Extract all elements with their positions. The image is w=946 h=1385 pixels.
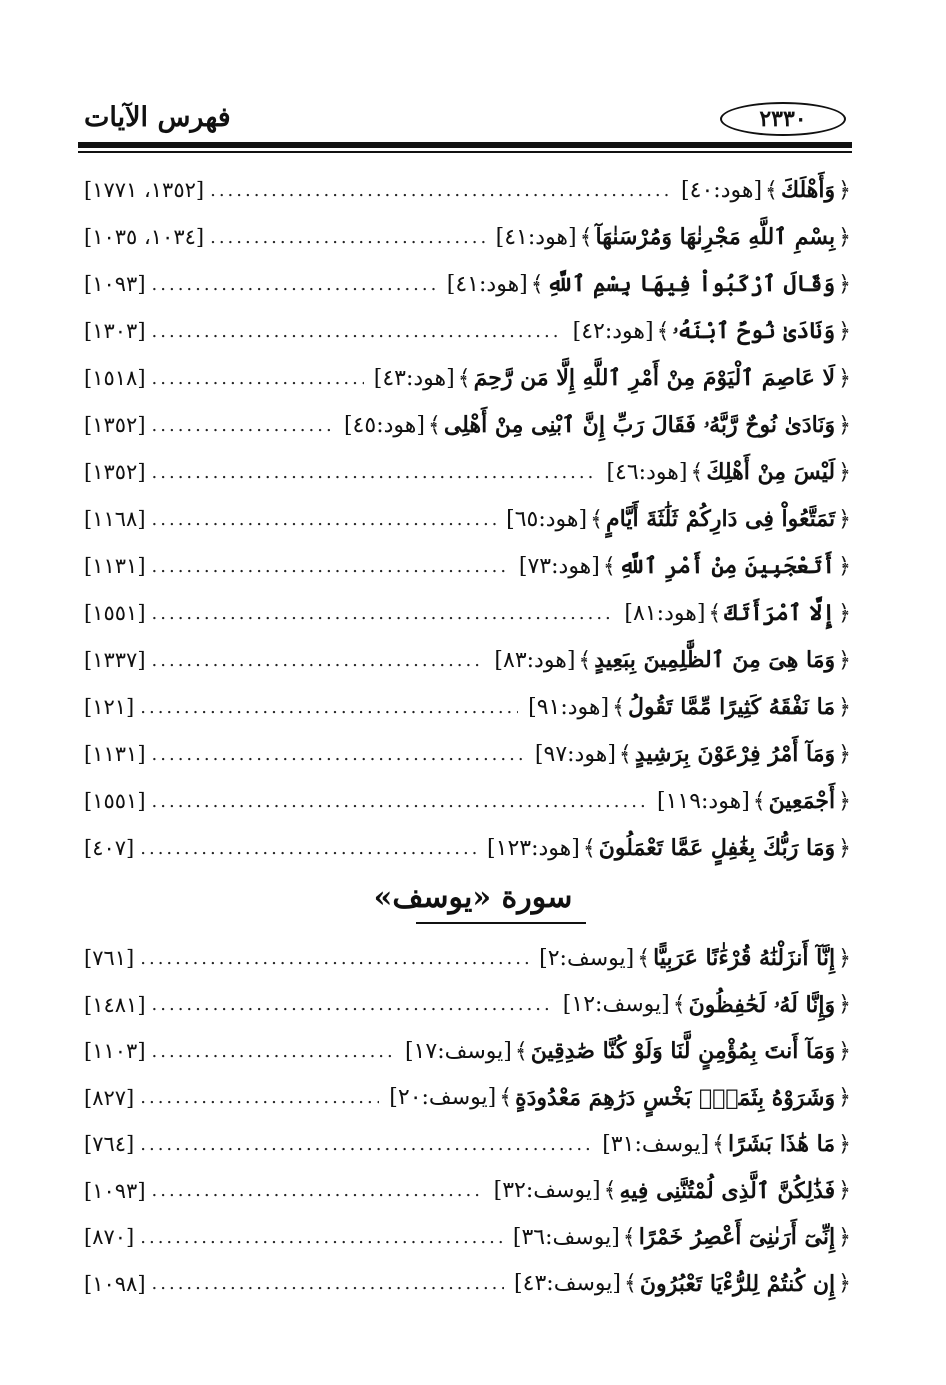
- page-numbers: [١١٠٣]: [84, 1039, 146, 1063]
- page-numbers: [١٠٩٣]: [84, 1178, 146, 1203]
- ornate-bracket-close: ﴾: [637, 945, 651, 971]
- page-title: فهرس الآيات: [84, 102, 231, 133]
- verse-entry: [84, 266, 854, 302]
- verse-entry: [84, 1266, 854, 1302]
- verse-entry: [84, 407, 854, 443]
- verse-entry: [84, 642, 854, 678]
- ornate-bracket-close: ﴾: [457, 365, 471, 391]
- verse-reference: [هود:٤٢]: [572, 318, 654, 344]
- verse-reference: [هود:٩٧]: [534, 741, 616, 767]
- verse-text: وَنَادَىٰ نُوحٌ ٱبْنَهُۥ: [672, 318, 836, 344]
- verse-text: مَا هَٰذَا بَشَرًا: [728, 1131, 836, 1157]
- verse-text: وَمَآ أَنتَ بِمُؤْمِنٍ لَّنَا وَلَوْ كُنَّا صَٰدِقِينَ: [530, 1038, 836, 1064]
- ornate-bracket-close: ﴾: [530, 271, 544, 297]
- verse-reference: [هود:١٢٣]: [487, 835, 580, 861]
- page-numbers: [٨٧٠]: [84, 1225, 135, 1249]
- page-numbers: [١٠٩٨]: [84, 1271, 146, 1296]
- verse-reference: [هود:٤٠]: [681, 177, 763, 203]
- verse-text: وَأَهْلَكَ: [780, 177, 836, 203]
- verse-entry: [84, 360, 854, 396]
- page-numbers: [١٣٥٢]: [84, 413, 146, 437]
- verse-reference: [هود:٦٥]: [506, 506, 588, 532]
- verse-text: مَا نَفْقَهُ كَثِيرًا مِّمَّا تَقُولُ: [628, 694, 836, 720]
- verse-reference: [يوسف:٣١]: [602, 1131, 710, 1157]
- verse-text: أَجْمَعِينَ: [768, 788, 836, 814]
- ornate-bracket-close: ﴾: [514, 1038, 528, 1064]
- ornate-bracket-open: ﴿: [838, 1224, 851, 1250]
- ornate-bracket-open: ﴿: [838, 177, 851, 203]
- dot-leader: [140, 697, 518, 718]
- verse-reference: [هود:٧٣]: [518, 553, 600, 579]
- verse-entry: [84, 830, 854, 866]
- verse-reference: [يوسف:١٢]: [562, 992, 670, 1017]
- ornate-bracket-open: ﴿: [838, 271, 851, 297]
- verse-entry: [84, 940, 854, 976]
- verse-entry: [84, 1219, 854, 1255]
- page-numbers: [١٠٣٤، ١٠٣٥]: [84, 225, 205, 249]
- dot-leader: [152, 1273, 505, 1294]
- page-numbers: [١٠٩٣]: [84, 272, 146, 296]
- verse-entry: [84, 1173, 854, 1209]
- ornate-bracket-close: ﴾: [690, 459, 704, 485]
- ornate-bracket-open: ﴿: [838, 1131, 851, 1157]
- verse-reference: [يوسف:٢٠]: [389, 1085, 497, 1110]
- verse-entry: [84, 454, 854, 490]
- dot-leader: [152, 462, 597, 483]
- ornate-bracket-close: ﴾: [708, 600, 722, 626]
- surah-heading: سورة «يوسف»: [373, 880, 573, 915]
- verse-reference: [هود:٤٦]: [606, 459, 688, 485]
- ornate-bracket-close: ﴾: [672, 992, 686, 1017]
- page-numbers: [١٣٥٢، ١٧٧١]: [84, 178, 205, 202]
- verse-text: إِنِّىٓ أَرَىٰنِىٓ أَعْصِرُ خَمْرًا: [638, 1224, 836, 1250]
- verse-text: لَيْسَ مِنْ أَهْلِكَ: [706, 459, 836, 485]
- verse-reference: [هود:٨٣]: [494, 647, 576, 673]
- dot-leader: [152, 994, 553, 1015]
- dot-leader: [210, 227, 486, 248]
- dot-leader: [140, 1134, 592, 1155]
- page-numbers: [١٥٥١]: [84, 789, 146, 813]
- verse-text: إِنَّآ أَنزَلْنَٰهُ قُرْءَٰنًا عَرَبِيًّا: [653, 945, 836, 971]
- verse-text: أَتَعْجَبِينَ مِنْ أَمْرِ ٱللَّهِ: [618, 553, 836, 579]
- ornate-bracket-open: ﴿: [838, 318, 851, 344]
- ornate-bracket-close: ﴾: [612, 694, 625, 720]
- dot-leader: [152, 603, 615, 624]
- dot-leader: [140, 1087, 379, 1108]
- verse-reference: [يوسف:١٧]: [404, 1038, 512, 1064]
- verse-text: بِسْمِ ٱللَّهِ مَجْرِنٰهَا وَمُرْسَنٰهَآ: [595, 224, 836, 250]
- dot-leader: [152, 368, 364, 389]
- verse-entry: [84, 313, 854, 349]
- ornate-bracket-close: ﴾: [579, 224, 593, 250]
- dot-leader: [152, 791, 647, 812]
- page-numbers: [١٥١٨]: [84, 366, 146, 390]
- dot-leader: [140, 1227, 503, 1248]
- ornate-bracket-open: ﴿: [838, 945, 851, 971]
- ornate-bracket-open: ﴿: [838, 1085, 851, 1110]
- verse-text: وَنَادَىٰ نُوحٌ رَّبَّهُۥ فَقَالَ رَبِّ إِنَّ ٱبْنِى مِنْ أَهْلِى: [443, 412, 836, 438]
- ornate-bracket-close: ﴾: [499, 1085, 513, 1110]
- verse-entry: [84, 1033, 854, 1069]
- dot-leader: [152, 1180, 484, 1201]
- page-numbers: [٧٦١]: [84, 946, 135, 970]
- page-numbers: [٧٦٤]: [84, 1132, 135, 1156]
- header-rule-thin: [78, 151, 852, 153]
- verse-text: وَمَا هِىَ مِنَ ٱلظَّٰلِمِينَ بِبَعِيدٍ: [594, 647, 836, 673]
- ornate-bracket-close: ﴾: [590, 506, 603, 532]
- verse-reference: [هود:٨١]: [624, 600, 706, 626]
- header-rule: [78, 142, 852, 148]
- verse-entry: [84, 987, 854, 1023]
- ornate-bracket-close: ﴾: [712, 1131, 726, 1157]
- verse-text: فَذَٰلِكُنَّ ٱلَّذِى لُمْتُنَّنِى فِيهِ: [619, 1177, 836, 1204]
- ornate-bracket-open: ﴿: [838, 506, 851, 532]
- dot-leader: [152, 744, 525, 765]
- ornate-bracket-open: ﴿: [838, 224, 851, 250]
- verse-entry: [84, 1080, 854, 1116]
- page-numbers: [١٢١]: [84, 695, 135, 719]
- page-number-badge: ٢٣٣٠: [720, 102, 846, 136]
- page-numbers: [١١٣١]: [84, 742, 146, 766]
- dot-leader: [152, 274, 437, 295]
- page-numbers: [١٣٣٧]: [84, 648, 146, 672]
- ornate-bracket-open: ﴿: [838, 835, 851, 861]
- ornate-bracket-close: ﴾: [752, 788, 766, 814]
- verse-reference: [هود:٤٥]: [343, 412, 425, 438]
- ornate-bracket-open: ﴿: [838, 1038, 851, 1064]
- verse-reference: [يوسف:٣٦]: [512, 1224, 620, 1250]
- dot-leader: [140, 948, 529, 969]
- dot-leader: [152, 415, 334, 436]
- verse-entry: [84, 1126, 854, 1162]
- ornate-bracket-open: ﴿: [838, 365, 851, 391]
- page-numbers: [١٥٥١]: [84, 601, 146, 625]
- verse-text: وَمَآ أَمْرُ فِرْعَوْنَ بِرَشِيدٍ: [634, 741, 836, 767]
- ornate-bracket-open: ﴿: [838, 412, 851, 438]
- verse-entry: [84, 172, 854, 208]
- verse-text: لَا عَاصِمَ ٱلْيَوْمَ مِنْ أَمْرِ ٱللَّهِ إِلَّا مَن رَّحِمَ: [473, 365, 836, 391]
- dot-leader: [140, 838, 477, 859]
- verse-text: وَمَا رَبُّكَ بِغَٰفِلٍ عَمَّا تَعْمَلُونَ: [598, 835, 836, 861]
- page-numbers: [١٤٨١]: [84, 992, 146, 1017]
- page-numbers: [١١٦٨]: [84, 507, 146, 531]
- ornate-bracket-close: ﴾: [582, 835, 596, 861]
- verse-entry: [84, 595, 854, 631]
- verse-entry: [84, 736, 854, 772]
- verse-text: وَإِنَّا لَهُۥ لَحَٰفِظُونَ: [688, 991, 836, 1018]
- verse-text: إِن كُنتُمْ لِلرُّءْيَا تَعْبُرُونَ: [639, 1270, 836, 1297]
- ornate-bracket-close: ﴾: [622, 1224, 636, 1250]
- dot-leader: [152, 650, 485, 671]
- verse-reference: [هود:٤١]: [495, 224, 577, 250]
- verse-reference: [هود:٩١]: [528, 694, 610, 720]
- verse-reference: [هود:٤١]: [446, 271, 528, 297]
- ornate-bracket-open: ﴿: [838, 553, 851, 579]
- page-numbers: [١٣٠٣]: [84, 319, 146, 343]
- ornate-bracket-open: ﴿: [838, 1178, 851, 1203]
- page-numbers: [١١٣١]: [84, 554, 146, 578]
- dot-leader: [152, 556, 509, 577]
- ornate-bracket-close: ﴾: [623, 1271, 637, 1296]
- dot-leader: [152, 321, 563, 342]
- ornate-bracket-close: ﴾: [602, 553, 616, 579]
- ornate-bracket-open: ﴿: [838, 600, 851, 626]
- dot-leader: [210, 180, 671, 201]
- ornate-bracket-open: ﴿: [838, 788, 851, 814]
- dot-leader: [152, 509, 497, 530]
- verse-entry: [84, 548, 854, 584]
- verse-entry: [84, 501, 854, 537]
- ornate-bracket-close: ﴾: [603, 1178, 617, 1203]
- verse-entry: [84, 219, 854, 255]
- verse-reference: [يوسف:٣٢]: [493, 1178, 601, 1203]
- verse-reference: [يوسف:٤٣]: [514, 1271, 621, 1296]
- ornate-bracket-close: ﴾: [427, 412, 441, 438]
- ornate-bracket-open: ﴿: [838, 992, 851, 1017]
- verse-text: وَقَالَ ٱرْكَبُواْ فِيهَا بِسْمِ ٱللَّهِ: [546, 271, 836, 297]
- ornate-bracket-close: ﴾: [578, 647, 592, 673]
- verse-reference: [هود:٤٣]: [373, 365, 455, 391]
- ornate-bracket-open: ﴿: [838, 647, 851, 673]
- surah-heading-underline: [416, 922, 586, 924]
- verse-entry: [84, 783, 854, 819]
- ornate-bracket-close: ﴾: [618, 741, 632, 767]
- verse-text: إِلَّا ٱمْرَأَتَكَ: [724, 600, 836, 626]
- page-numbers: [١٣٥٢]: [84, 460, 146, 484]
- verse-reference: [يوسف:٢]: [539, 945, 635, 971]
- verse-text: وَشَرَوْهُ بِثَمَنٍۭ بَخْسٍ دَرَٰهِمَ مَعْدُودَةٍ: [515, 1084, 836, 1111]
- verse-text: تَمَتَّعُواْ فِى دَارِكُمْ ثَلَٰثَةَ أَيَّامٍ: [606, 506, 836, 532]
- ornate-bracket-open: ﴿: [838, 694, 851, 720]
- page-numbers: [٨٢٧]: [84, 1085, 135, 1110]
- ornate-bracket-open: ﴿: [838, 459, 851, 485]
- ornate-bracket-close: ﴾: [656, 318, 670, 344]
- verse-entry: [84, 689, 854, 725]
- ornate-bracket-open: ﴿: [838, 1271, 851, 1296]
- page-numbers: [٤٠٧]: [84, 836, 135, 860]
- dot-leader: [152, 1041, 395, 1062]
- verse-reference: [هود:١١٩]: [656, 788, 750, 814]
- ornate-bracket-open: ﴿: [838, 741, 851, 767]
- ornate-bracket-close: ﴾: [765, 177, 778, 203]
